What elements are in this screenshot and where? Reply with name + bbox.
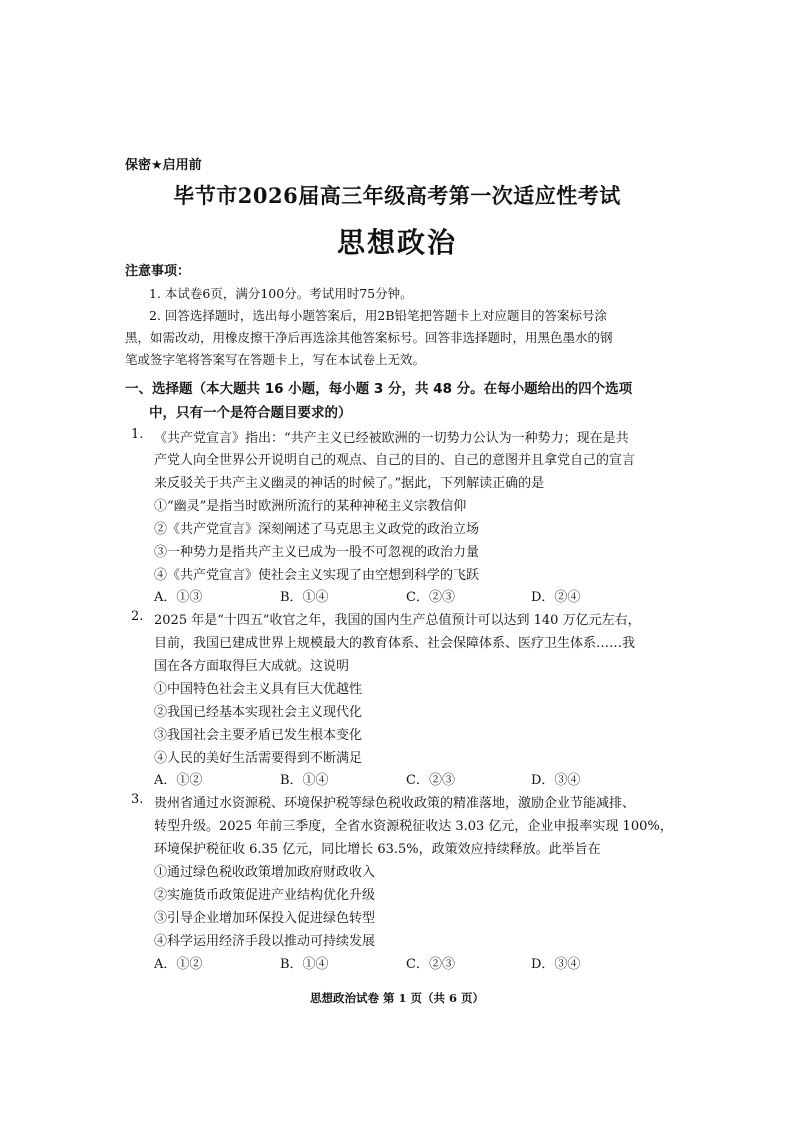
page-footer: 思想政治试卷 第 1 页（共 6 页） (309, 991, 485, 1005)
statement-item: ③一种势力是指共产主义已成为一股不可忽视的政治力量 (154, 545, 480, 560)
statement-item: ④科学运用经济手段以推动可持续发展 (154, 934, 376, 949)
choice-c: C．②③ (406, 590, 455, 605)
notice-item-2-line-3: 笔或签字笔将答案写在答题卡上，写在本试卷上无效。 (125, 352, 426, 367)
statement-item: ③引导企业增加环保投入促进绿色转型 (154, 911, 376, 926)
section-heading-line-2: 中，只有一个是符合题目要求的） (149, 405, 352, 421)
notice-heading: 注意事项： (125, 264, 191, 279)
choice-b: B．①④ (280, 957, 329, 972)
question-stem-line: 国在各方面取得巨大成就。这说明 (154, 659, 350, 674)
question-stem-line: 产党人向全世界公开说明自己的观点、自己的目的、自己的意图并且拿党自己的宣言 (154, 453, 636, 468)
choice-d: D．②④ (531, 590, 581, 605)
notice-item-1: 1. 本试卷6页，满分100分。考试用时75分钟。 (149, 286, 413, 301)
choice-c: C．②③ (406, 957, 455, 972)
choice-a: A．①③ (154, 590, 203, 605)
statement-item: ④《共产党宣言》使社会主义实现了由空想到科学的飞跃 (154, 568, 480, 583)
statement-item: ①“幽灵”是指当时欧洲所流行的某种神秘主义宗教信仰 (154, 499, 467, 514)
question-stem-line: 贵州省通过水资源税、环境保护税等绿色税收政策的精准落地，激励企业节能减排、 (154, 796, 636, 811)
exam-title: 毕节市2026届高三年级高考第一次适应性考试 (173, 183, 621, 208)
question-stem-line: 环境保护税征收 6.35 亿元，同比增长 63.5%，政策效应持续释放。此举旨在 (154, 842, 601, 857)
statement-item: ④人民的美好生活需要得到不断满足 (154, 751, 363, 766)
statement-item: ③我国社会主要矛盾已发生根本变化 (154, 728, 363, 743)
question-stem-line: 转型升级。2025 年前三季度，全省水资源税征收达 3.03 亿元，企业申报率实现 100%， (154, 819, 673, 834)
statement-item: ②我国已经基本实现社会主义现代化 (154, 705, 363, 720)
choice-b: B．①④ (280, 773, 329, 788)
section-heading-line-1: 一、选择题（本大题共 16 小题，每小题 3 分，共 48 分。在每小题给出的四个选项 (125, 381, 633, 397)
subject-title: 思想政治 (336, 226, 457, 259)
choice-a: A．①② (154, 957, 203, 972)
choice-c: C．②③ (406, 773, 455, 788)
choice-a: A．①② (154, 773, 203, 788)
choice-b: B．①④ (280, 590, 329, 605)
question-number: 3. (131, 792, 144, 807)
choice-d: D．③④ (531, 773, 581, 788)
question-stem-line: 来反驳关于共产主义幽灵的神话的时候了。”据此，下列解读正确的是 (154, 476, 545, 491)
confidential-label: 保密★启用前 (125, 158, 202, 173)
statement-item: ②《共产党宣言》深刻阐述了马克思主义政党的政治立场 (154, 522, 480, 537)
statement-item: ①中国特色社会主义具有巨大优越性 (154, 682, 363, 697)
question-stem-line: 《共产党宣言》指出：“共产主义已经被欧洲的一切势力公认为一种势力；现在是共 (154, 431, 629, 446)
statement-item: ②实施货币政策促进产业结构优化升级 (154, 888, 376, 903)
choice-d: D．③④ (531, 957, 581, 972)
statement-item: ①通过绿色税收政策增加政府财政收入 (154, 865, 376, 880)
notice-item-2-line-2: 黑，如需改动，用橡皮擦干净后再选涂其他答案标号。回答非选择题时，用黑色墨水的钢 (125, 330, 613, 345)
notice-item-2-line-1: 2. 回答选择题时，选出每小题答案后，用2B铅笔把答题卡上对应题目的答案标号涂 (149, 308, 608, 323)
question-number: 1. (131, 427, 144, 442)
question-stem-line: 2025 年是“十四五”收官之年，我国的国内生产总值预计可以达到 140 万亿元左右， (154, 613, 641, 628)
question-stem-line: 目前，我国已建成世界上规模最大的教育体系、社会保障体系、医疗卫生体系……我 (154, 636, 636, 651)
question-number: 2. (131, 609, 144, 624)
